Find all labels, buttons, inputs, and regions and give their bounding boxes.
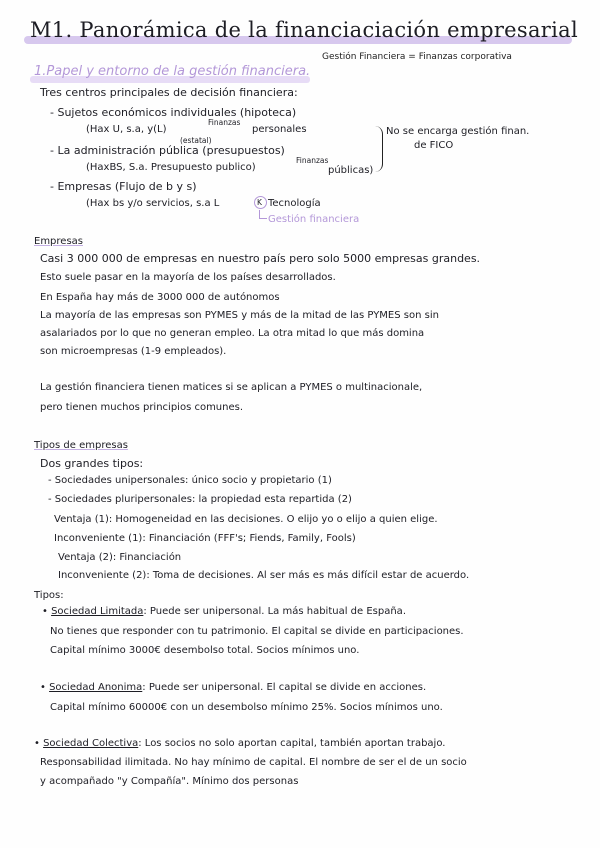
empresas-l4: La mayoría de las empresas son PYMES y más de la mitad de las PYMES son sin — [40, 310, 439, 321]
sa-title-line: • Sociedad Anonima: Puede ser unipersonal. El capital se divide en acciones. — [40, 682, 427, 693]
centros-line2-sub: (HaxBS, S.a. Presupuesto publico) — [86, 162, 256, 173]
gestion-financiera: Gestión financiera — [268, 214, 360, 225]
tipos-empresas-l5: Ventaja (2): Financiación — [58, 552, 182, 563]
empresas-l6: son microempresas (1-9 empleados). — [40, 346, 227, 357]
sa-title: Sociedad Anonima — [49, 682, 143, 693]
k-mark: K — [257, 198, 262, 207]
centros-line1: - Sujetos económicos individuales (hipoteca) — [50, 106, 297, 119]
sc-title: Sociedad Colectiva — [43, 738, 139, 749]
tipos-empresas-l3: Ventaja (1): Homogeneidad en las decisiones. O elijo yo o elijo a quien elige. — [54, 514, 438, 525]
centros-line2-end: públicas) — [328, 165, 374, 176]
centros-line2-sup2: Finanzas — [296, 156, 329, 165]
empresas-l3: En España hay más de 3000 000 de autónomos — [40, 292, 280, 303]
bracket-note-1: No se encarga gestión finan. — [386, 126, 530, 137]
tipos-heading: Tipos: — [34, 590, 64, 601]
bracket-note-2: de FICO — [414, 140, 454, 151]
tipos-empresas-heading: Tipos de empresas — [34, 440, 128, 451]
sl-l2: No tienes que responder con tu patrimonio. El capital se divide en participaciones. — [50, 626, 464, 637]
sa-l2: Capital mínimo 60000€ con un desembolso mínimo 25%. Socios mínimos uno. — [50, 702, 443, 713]
tipos-empresas-l1: - Sociedades unipersonales: único socio y propietario (1) — [48, 475, 332, 486]
centros-line3: - Empresas (Flujo de b y s) — [50, 180, 197, 193]
centros-line2-sup: (estatal) — [180, 136, 212, 145]
tipos-empresas-l4: Inconveniente (1): Financiación (FFF's; Fiends, Family, Fools) — [54, 533, 356, 544]
subtitle: Gestión Financiera = Finanzas corporativa — [322, 52, 512, 62]
tipos-empresas-l6: Inconveniente (2): Toma de decisiones. Al ser más es más difícil estar de acuerdo. — [58, 570, 470, 581]
tecnologia: Tecnología — [268, 198, 321, 209]
tipos-empresas-intro: Dos grandes tipos: — [40, 457, 144, 470]
sc-l3: y acompañado "y Compañía". Mínimo dos personas — [40, 776, 299, 787]
tipos-empresas-l2: - Sociedades pluripersonales: la propiedad esta repartida (2) — [48, 494, 352, 505]
bracket — [374, 126, 383, 172]
centros-line3-sub: (Hax bs y/o servicios, s.a L — [86, 198, 220, 209]
sc-l1: : Los socios no solo aportan capital, también aportan trabajo. — [138, 738, 446, 749]
centros-line2: - La administración pública (presupuestos) — [50, 144, 285, 157]
centros-line1-sup: Finanzas — [208, 118, 241, 127]
centros-line1-end: personales — [252, 124, 307, 135]
sc-l2: Responsabilidad ilimitada. No hay mínimo de capital. El nombre de ser el de un socio — [40, 757, 467, 768]
arrow-hook — [259, 210, 267, 219]
centros-line1-sub: (Hax U, s.a, y(L) — [86, 124, 167, 135]
empresas-heading: Empresas — [34, 236, 83, 247]
sl-title-line: • Sociedad Limitada: Puede ser unipersonal. La más habitual de España. — [42, 606, 406, 617]
empresas-l8: pero tienen muchos principios comunes. — [40, 402, 244, 413]
sl-title: Sociedad Limitada — [51, 606, 144, 617]
empresas-l1: Casi 3 000 000 de empresas en nuestro país pero solo 5000 empresas grandes. — [40, 252, 481, 265]
section-title: 1.Papel y entorno de la gestión financiera. — [34, 64, 311, 79]
page-title: M1. Panorámica de la financiaciación empresarial — [30, 18, 579, 42]
empresas-l7: La gestión financiera tienen matices si se aplican a PYMES o multinacionale, — [40, 382, 423, 393]
empresas-l2: Esto suele pasar en la mayoría de los países desarrollados. — [40, 272, 336, 283]
sa-l1: : Puede ser unipersonal. El capital se divide en acciones. — [142, 682, 427, 693]
sc-title-line: • Sociedad Colectiva: Los socios no solo aportan capital, también aportan trabajo. — [34, 738, 446, 749]
empresas-l5: asalariados por lo que no generan empleo. La otra mitad lo que más domina — [40, 328, 425, 339]
sl-l3: Capital mínimo 3000€ desembolso total. Socios mínimos uno. — [50, 645, 360, 656]
centros-heading: Tres centros principales de decisión financiera: — [40, 86, 298, 99]
sl-l1: : Puede ser unipersonal. La más habitual de España. — [143, 606, 406, 617]
